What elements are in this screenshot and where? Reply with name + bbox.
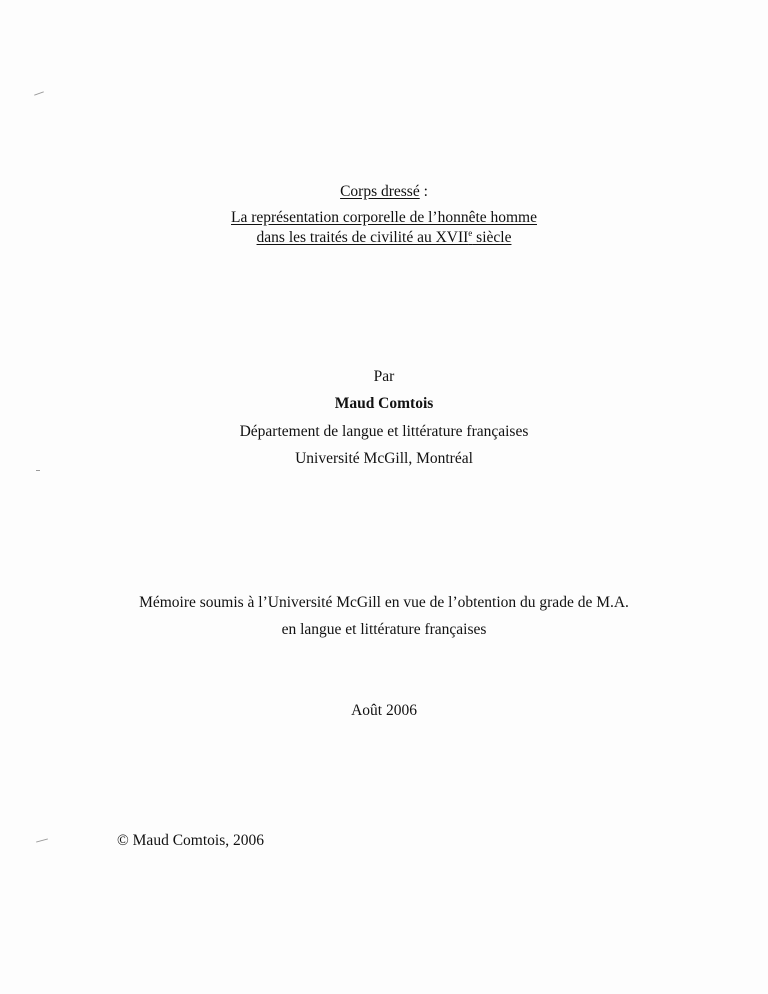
copyright: © Maud Comtois, 2006 <box>117 832 264 849</box>
date: Août 2006 <box>351 702 417 719</box>
subtitle-line-2 <box>0 229 768 247</box>
thesis-line-2: en langue et littérature françaises <box>281 621 487 638</box>
by-label: Par <box>373 368 395 385</box>
scan-mark <box>36 470 40 471</box>
scan-mark <box>36 838 48 842</box>
author-name: Maud Comtois <box>334 395 434 412</box>
subtitle-line-2-pre: dans les traités de civilité au XVII <box>256 229 469 246</box>
department: Département de langue et littérature françaises <box>239 423 529 440</box>
scan-mark <box>34 91 44 95</box>
thesis-line-1: Mémoire soumis à l’Université McGill en vue de l’obtention du grade de M.A. <box>139 594 629 611</box>
subtitle-century-sup: e <box>468 228 473 238</box>
title-main-text: Corps dressé <box>340 183 420 200</box>
university: Université McGill, Montréal <box>295 450 473 467</box>
subtitle-line-1: La représentation corporelle de l’honnête homme <box>231 209 537 226</box>
title-main <box>0 183 768 201</box>
subtitle-line-2-post: siècle <box>472 229 512 246</box>
title-main-colon: : <box>419 183 428 200</box>
